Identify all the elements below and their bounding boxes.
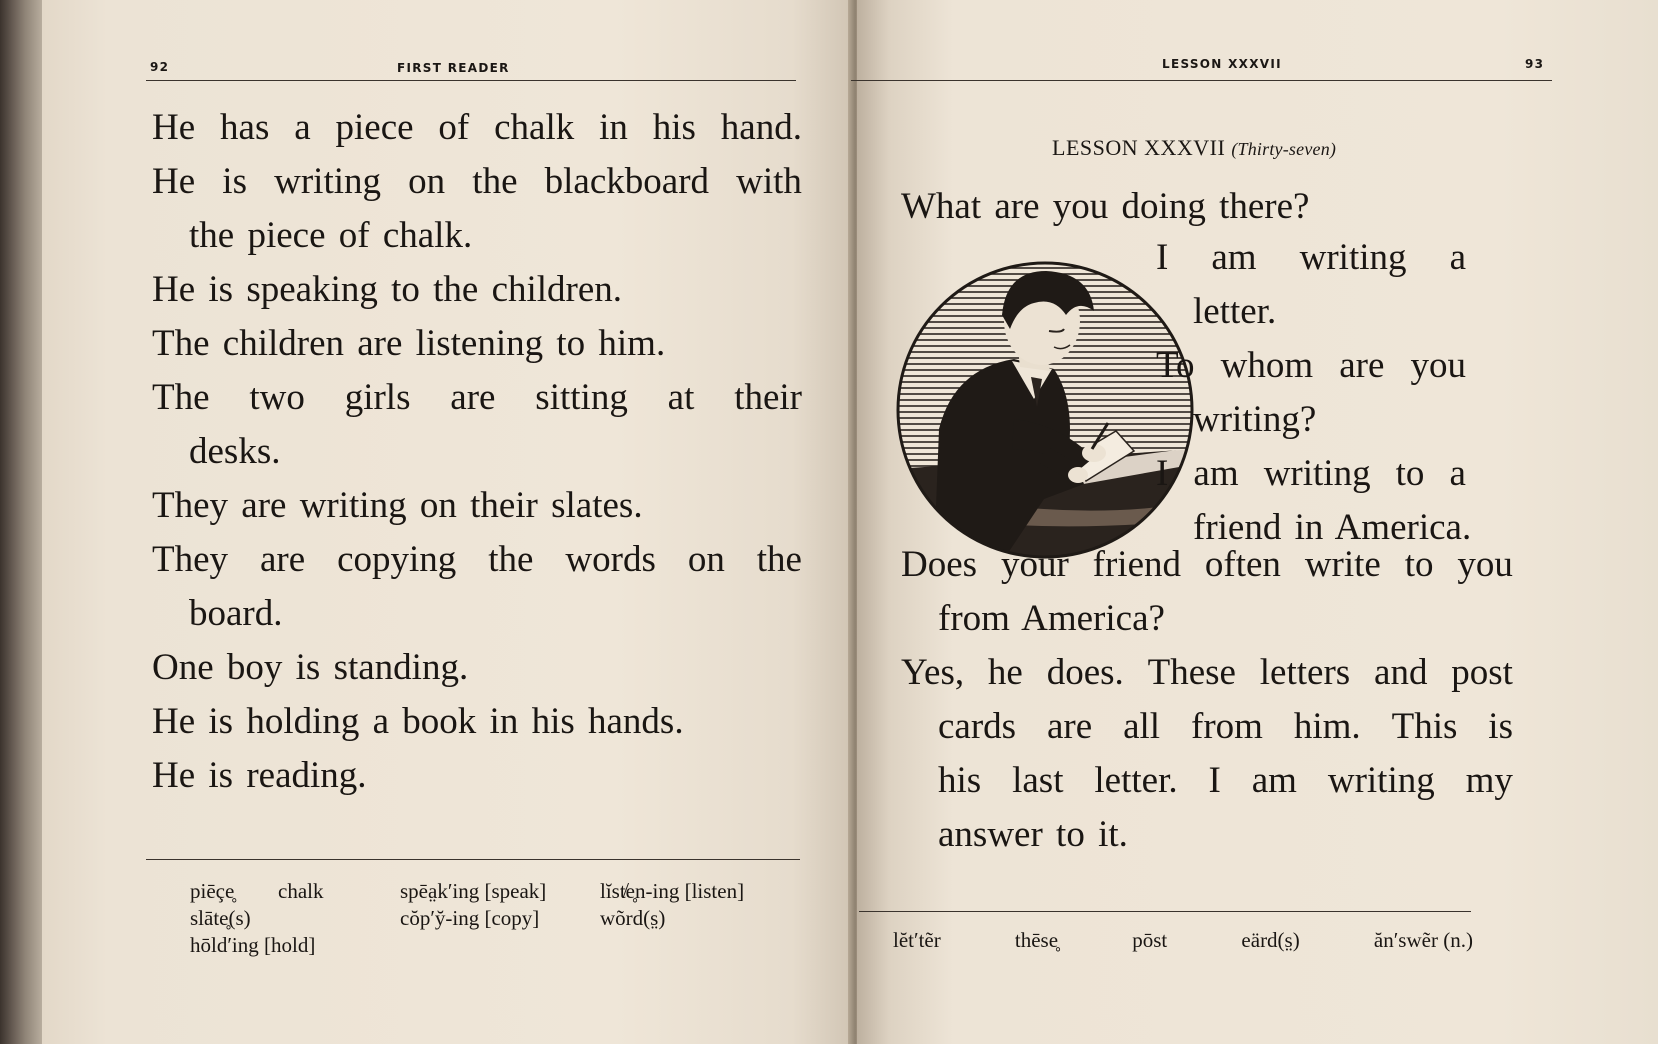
text-line: Does your friend often write to you bbox=[901, 544, 1513, 585]
vocab-word: pōst bbox=[1132, 928, 1168, 952]
text-line: letter. bbox=[1193, 291, 1277, 332]
boy-writing-letter-icon bbox=[894, 259, 1196, 561]
text-line: I am writing to a bbox=[1156, 453, 1466, 494]
text-line: They are copying the words on the bbox=[152, 539, 802, 580]
text-line: Yes, he does. These letters and post bbox=[901, 652, 1513, 693]
left-page bbox=[42, 0, 857, 1044]
vocab-word: spēa̤k′ing [speak] bbox=[400, 879, 547, 903]
vocab-word: lĭst̸e̥n-ing [listen] bbox=[600, 879, 745, 903]
left-page-number: 92 bbox=[150, 60, 170, 74]
right-running-head: LESSON XXXVII bbox=[1162, 57, 1282, 71]
vocab-word: lĕt′tẽr bbox=[893, 928, 941, 952]
text-line: desks. bbox=[189, 431, 281, 472]
vocab-word: eärd(s̤) bbox=[1241, 928, 1300, 952]
text-line: the piece of chalk. bbox=[189, 215, 473, 256]
lesson-title-text: LESSON XXXVII bbox=[1052, 135, 1226, 160]
text-line: One boy is standing. bbox=[152, 647, 469, 688]
vocab-word: chalk bbox=[278, 879, 324, 903]
vocab-word: thēse̥ bbox=[1014, 928, 1059, 952]
text-line: from America? bbox=[938, 598, 1165, 639]
text-line: He has a piece of chalk in his hand. bbox=[152, 107, 802, 148]
right-body-beside-image bbox=[1156, 231, 1472, 555]
lesson-subtitle: (Thirty-seven) bbox=[1231, 139, 1337, 159]
right-body-top bbox=[901, 180, 1401, 234]
text-line: cards are all from him. This is bbox=[938, 706, 1513, 747]
right-footer-rule bbox=[859, 911, 1471, 912]
left-body-text bbox=[152, 101, 802, 803]
left-running-head: FIRST READER bbox=[397, 61, 510, 75]
text-line: his last letter. I am writing my bbox=[938, 760, 1513, 801]
right-header-rule bbox=[851, 80, 1552, 81]
text-line: The children are listening to him. bbox=[152, 323, 666, 364]
text-line: He is speaking to the children. bbox=[152, 269, 623, 310]
text-line: What are you doing there? bbox=[901, 186, 1310, 227]
right-vocabulary bbox=[893, 926, 1473, 954]
text-line: answer to it. bbox=[938, 814, 1128, 855]
vocab-word: slāte̥(s) bbox=[190, 906, 251, 930]
text-line: I am writing a bbox=[1156, 237, 1466, 278]
right-page-number: 93 bbox=[1525, 57, 1545, 71]
book-page-edges bbox=[0, 0, 42, 1044]
right-page bbox=[857, 0, 1658, 1044]
text-line: He is holding a book in his hands. bbox=[152, 701, 684, 742]
text-line: He is reading. bbox=[152, 755, 367, 796]
text-line: He is writing on the blackboard with bbox=[152, 161, 802, 202]
text-line: They are writing on their slates. bbox=[152, 485, 643, 526]
right-body-bottom bbox=[901, 538, 1513, 862]
vocab-word: hōld′ing [hold] bbox=[190, 933, 316, 957]
text-line: friend in America. bbox=[1193, 507, 1472, 548]
left-footer-rule bbox=[146, 859, 800, 860]
vocab-word: cŏp′y̆-ing [copy] bbox=[400, 906, 540, 930]
lesson-title bbox=[1052, 135, 1336, 161]
text-line: To whom are you bbox=[1156, 345, 1466, 386]
text-line: board. bbox=[189, 593, 283, 634]
vocab-word: piēçe̥ bbox=[190, 879, 235, 903]
vocab-word: wõrd(s̤) bbox=[600, 906, 666, 930]
text-line: writing? bbox=[1193, 399, 1317, 440]
left-header-rule bbox=[146, 80, 796, 81]
text-line: The two girls are sitting at their bbox=[152, 377, 802, 418]
vocab-word: ăn′swẽr (n.) bbox=[1373, 928, 1473, 952]
